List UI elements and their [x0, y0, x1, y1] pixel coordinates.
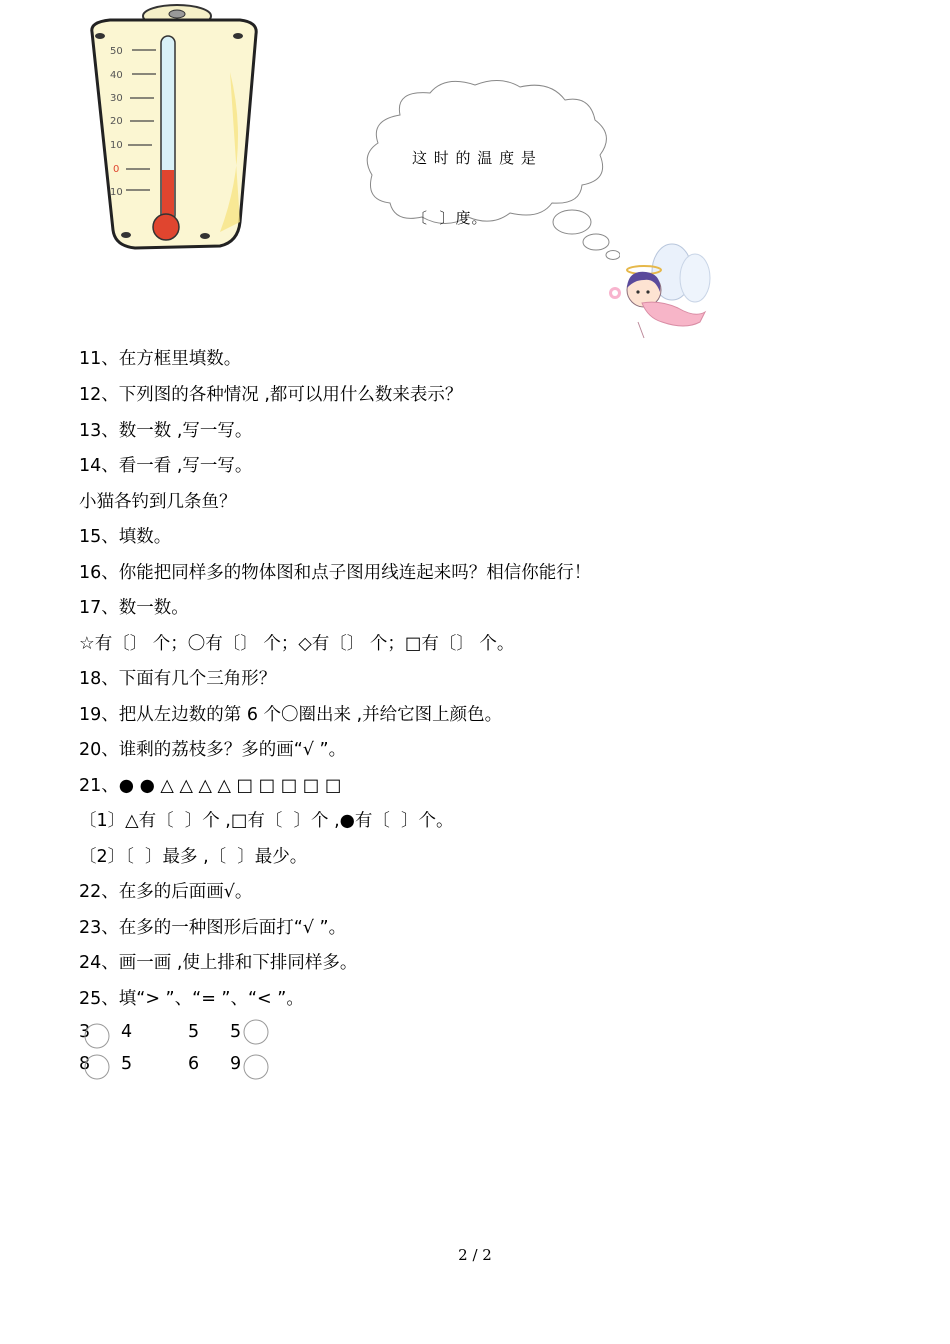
cloud-question — [412, 108, 537, 248]
question-11: 11、在方框里填数。 — [79, 349, 242, 369]
scale-label-40: 40 — [110, 70, 123, 81]
compare-row-2-d: 9 — [230, 1054, 242, 1074]
question-21-sub2: 〔2〕〔 〕最多 ,〔 〕最少。 — [79, 847, 308, 867]
scale-label-20: 20 — [110, 116, 123, 127]
cloud-line-1: 这 时 的 温 度 是 — [412, 149, 537, 167]
question-13: 13、数一数 ,写一写。 — [79, 421, 253, 441]
question-24: 24、画一画 ,使上排和下排同样多。 — [79, 953, 358, 973]
scale-label-50: 50 — [110, 46, 123, 57]
question-23: 23、在多的一种图形后面打“√ ”。 — [79, 918, 347, 938]
question-15: 15、填数。 — [79, 527, 172, 547]
question-17-sub: ☆有〔〕 个；〇有〔〕 个；◇有〔〕 个；□有〔〕 个。 — [79, 634, 515, 654]
compare-row-2-b: 5 — [121, 1054, 133, 1074]
question-21-sub1: 〔1〕△有〔 〕个 ,□有〔 〕个 ,●有〔 〕个。 — [79, 811, 454, 831]
question-25: 25、填“> ”、“= ”、“< ”。 — [79, 989, 304, 1009]
cloud-line-2: 〔 〕度。 — [412, 209, 488, 227]
scale-label-0: 0 — [113, 164, 120, 175]
question-22: 22、在多的后面画√。 — [79, 882, 253, 902]
compare-row-2-a: 8 — [79, 1054, 91, 1074]
scale-label-minus10: 10 — [110, 187, 123, 198]
question-17: 17、数一数。 — [79, 598, 189, 618]
question-19: 19、把从左边数的第 6 个〇圈出来 ,并给它图上颜色。 — [79, 705, 503, 725]
compare-answer-circles — [80, 1016, 280, 1086]
question-14: 14、看一看 ,写一写。 — [79, 456, 253, 476]
scale-label-30: 30 — [110, 93, 123, 104]
compare-row-1-c: 5 — [188, 1022, 200, 1042]
compare-row-1-d: 5 — [230, 1022, 242, 1042]
page-number: 2 / 2 — [458, 1246, 492, 1264]
compare-row-1-b: 4 — [121, 1022, 133, 1042]
question-20: 20、谁剩的荔枝多？多的画“√ ”。 — [79, 740, 347, 760]
answer-circle[interactable] — [244, 1020, 268, 1044]
answer-circle[interactable] — [85, 1024, 109, 1048]
question-21: 21、● ● △ △ △ △ □ □ □ □ □ — [79, 776, 342, 796]
answer-circle[interactable] — [244, 1055, 268, 1079]
angel-illustration — [600, 240, 725, 340]
thermometer-illustration — [80, 2, 265, 257]
question-16: 16、你能把同样多的物体图和点子图用线连起来吗？相信你能行！ — [79, 563, 592, 583]
compare-row-1-a: 3 — [79, 1022, 91, 1042]
question-12: 12、下列图的各种情况 ,都可以用什么数来表示？ — [79, 385, 463, 405]
question-18: 18、下面有几个三角形？ — [79, 669, 277, 689]
scale-label-10: 10 — [110, 140, 123, 151]
answer-circle[interactable] — [85, 1055, 109, 1079]
question-14-sub: 小猫各钓到几条鱼？ — [79, 492, 237, 512]
compare-row-2-c: 6 — [188, 1054, 200, 1074]
